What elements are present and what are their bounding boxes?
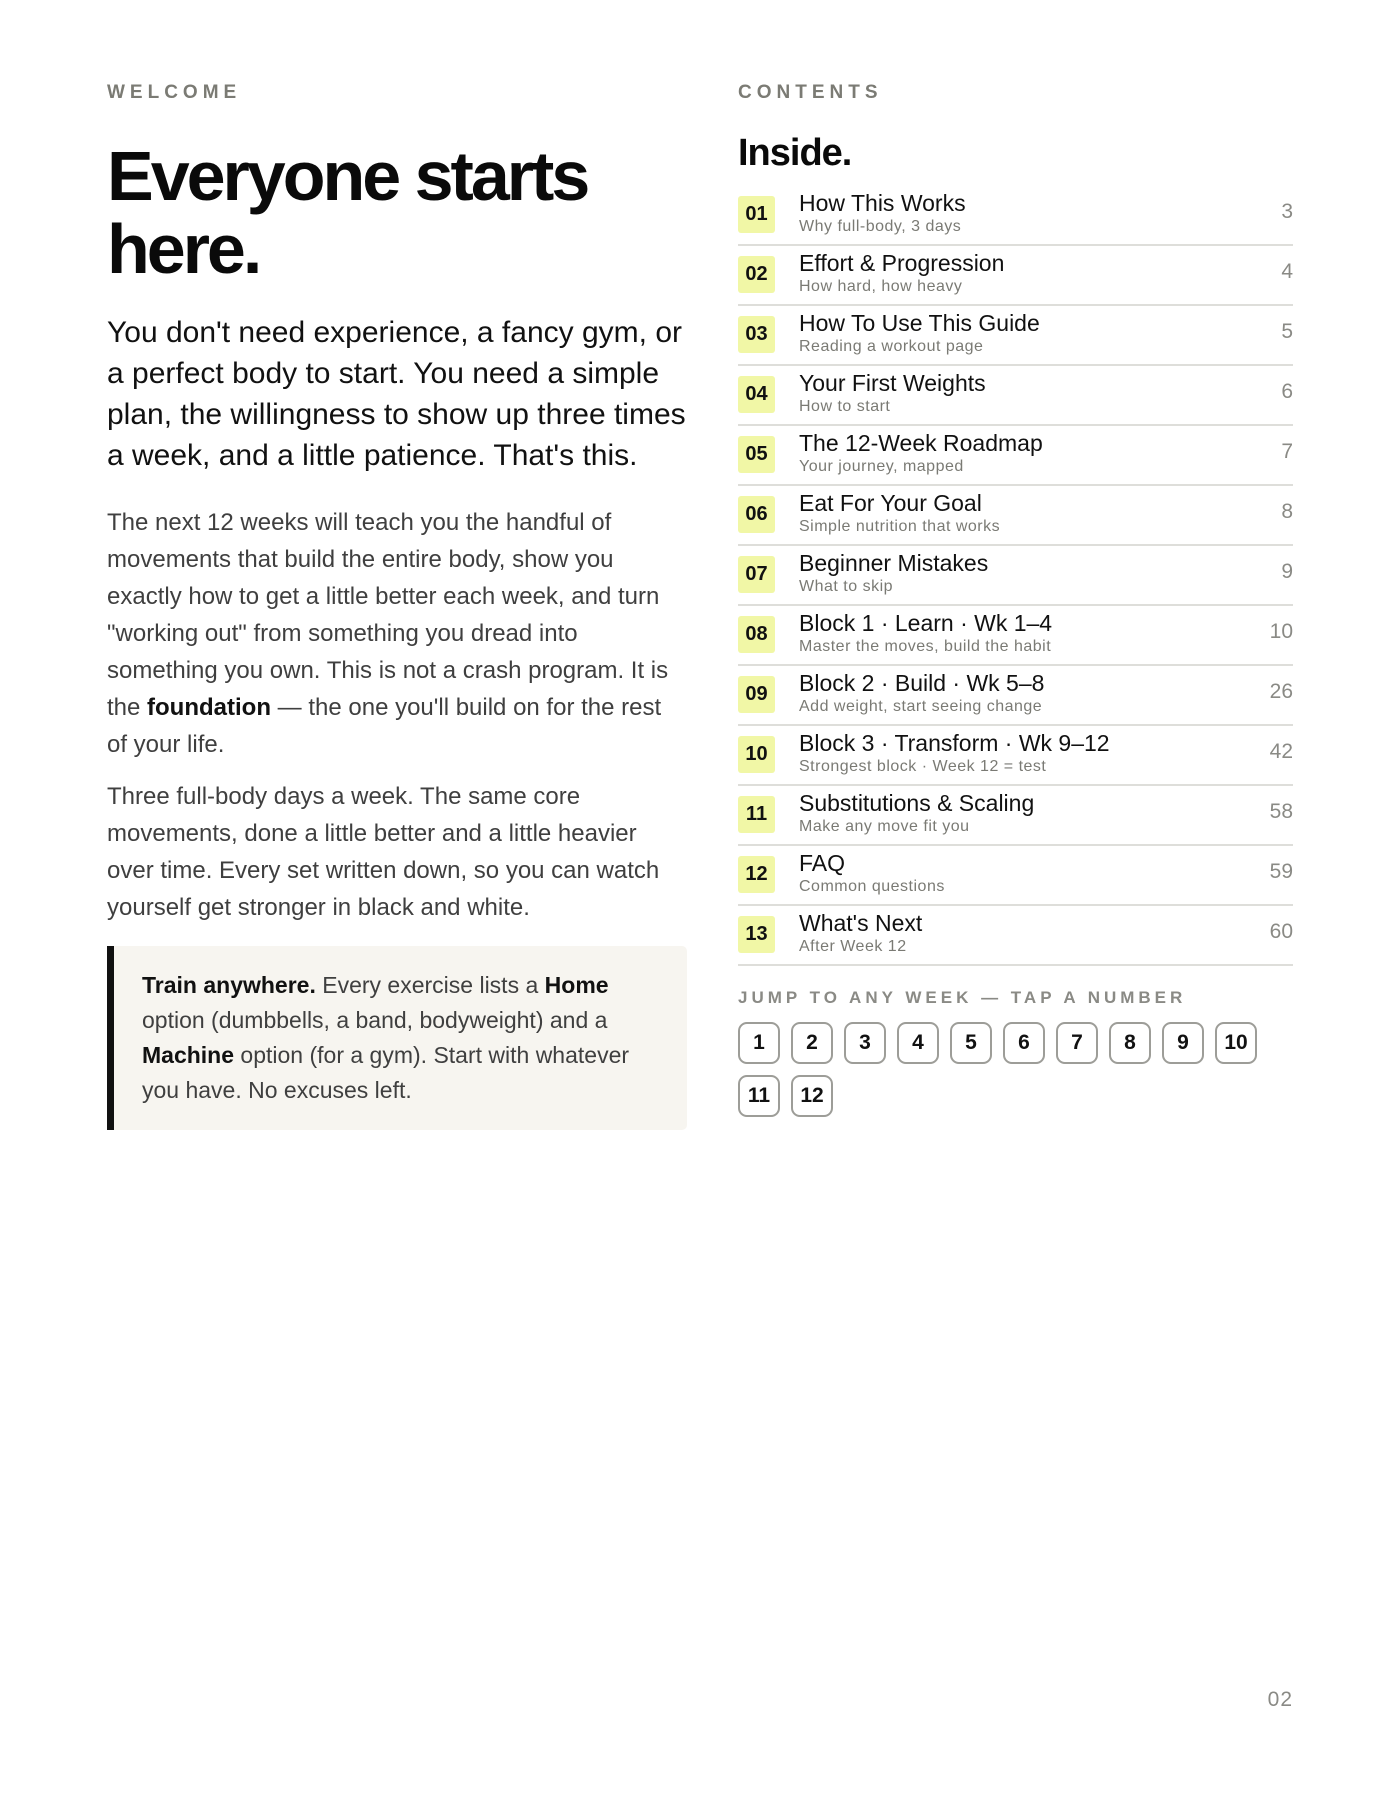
train-anywhere-callout [107,946,687,1130]
week-7-button[interactable]: 7 [1056,1022,1098,1064]
intro-text-start: The next 12 weeks will teach you the handful of movements that build the entire body, show you exactly how to get a little better each week, and turn "working out" from something you dread into something you own. This is not a crash program. It is the [107,509,669,721]
toc-page-number: 6 [1281,380,1293,403]
week-jump-grid [738,1022,1293,1117]
toc-number-badge: 02 [738,256,775,293]
toc-title: Your First Weights [799,370,986,396]
toc-entry[interactable] [738,608,1293,666]
toc-entry[interactable] [738,788,1293,846]
title-line-1: Everyone starts [107,137,588,215]
week-2-button[interactable]: 2 [791,1022,833,1064]
callout-home: Home [544,972,609,998]
toc-subtitle: After Week 12 [799,938,907,955]
week-6-button[interactable]: 6 [1003,1022,1045,1064]
week-1-button[interactable]: 1 [738,1022,780,1064]
toc-subtitle: Simple nutrition that works [799,518,1001,535]
toc-number-badge: 04 [738,376,775,413]
toc-number-badge: 10 [738,736,775,773]
toc-title: Eat For Your Goal [799,490,982,516]
schedule-paragraph: Three full-body days a week. The same core movements, done a little better and a little heavier over time. Every set written down, so you can watch yourself get stronger in black and white. [107,783,660,921]
toc-number-badge: 12 [738,856,775,893]
toc-entry[interactable] [738,188,1293,246]
callout-text: Every exercise lists a [315,972,545,998]
toc-page-number: 7 [1281,440,1293,463]
toc-subtitle: Strongest block · Week 12 = test [799,758,1047,775]
toc-subtitle: Reading a workout page [799,338,984,355]
toc-title: Block 2 · Build · Wk 5–8 [799,670,1045,696]
toc-title: How To Use This Guide [799,310,1040,336]
callout-text: option (dumbbells, a band, bodyweight) and a [142,1007,608,1033]
callout-text: option (for a gym). Start with whatever you have. No excuses left. [142,1042,630,1103]
week-11-button[interactable]: 11 [738,1075,780,1117]
toc-page-number: 60 [1269,920,1293,943]
page-title [107,137,687,288]
week-12-button[interactable]: 12 [791,1075,833,1117]
page-number: 02 [1267,1688,1293,1711]
toc-number-badge: 05 [738,436,775,473]
welcome-eyebrow: WELCOME [107,82,242,103]
toc-number-badge: 13 [738,916,775,953]
toc-page-number: 4 [1281,260,1293,283]
toc-entry[interactable] [738,368,1293,426]
toc-entry[interactable] [738,308,1293,366]
toc-number-badge: 03 [738,316,775,353]
toc-subtitle: What to skip [799,578,894,595]
toc-entry[interactable] [738,908,1293,966]
toc-page-number: 9 [1281,560,1293,583]
toc-subtitle: Why full-body, 3 days [799,218,962,235]
toc-subtitle: Master the moves, build the habit [799,638,1052,655]
callout-machine: Machine [142,1042,235,1068]
foundation-emphasis: foundation [147,694,271,721]
toc-number-badge: 06 [738,496,775,533]
week-4-button[interactable]: 4 [897,1022,939,1064]
toc-title: Substitutions & Scaling [799,790,1035,816]
week-10-button[interactable]: 10 [1215,1022,1257,1064]
welcome-column [107,82,687,1130]
callout-lead: Train anywhere. [142,972,316,998]
toc-entry[interactable] [738,548,1293,606]
week-3-button[interactable]: 3 [844,1022,886,1064]
toc-title: What's Next [799,910,923,936]
toc-title: Block 3 · Transform · Wk 9–12 [799,730,1110,756]
toc-page-number: 59 [1269,860,1293,883]
toc-entry[interactable] [738,848,1293,906]
toc-title: How This Works [799,190,966,216]
toc-number-badge: 11 [738,796,775,833]
toc-page-number: 26 [1269,680,1293,703]
toc-entry[interactable] [738,728,1293,786]
toc-page-number: 8 [1281,500,1293,523]
table-of-contents [738,188,1293,966]
toc-page-number: 42 [1269,740,1293,763]
toc-number-badge: 01 [738,196,775,233]
jump-to-week-label: JUMP TO ANY WEEK — TAP A NUMBER [738,988,1187,1007]
toc-number-badge: 09 [738,676,775,713]
lede-paragraph: You don't need experience, a fancy gym, or a perfect body to start. You need a simple plan, the willingness to show up three times a week, and a little patience. That's this. [107,316,686,472]
toc-page-number: 10 [1269,620,1293,643]
week-8-button[interactable]: 8 [1109,1022,1151,1064]
toc-title: Block 1 · Learn · Wk 1–4 [799,610,1053,636]
toc-title: Beginner Mistakes [799,550,989,576]
week-5-button[interactable]: 5 [950,1022,992,1064]
intro-paragraph [107,504,687,763]
toc-entry[interactable] [738,248,1293,306]
toc-subtitle: How to start [799,398,891,415]
toc-entry[interactable] [738,428,1293,486]
toc-subtitle: Make any move fit you [799,818,970,835]
toc-entry[interactable] [738,488,1293,546]
toc-page-number: 5 [1281,320,1293,343]
intro-text-end: — the one you'll build on for the rest of your life. [107,694,662,758]
title-line-2: here. [107,210,260,288]
contents-column [738,82,1293,1117]
toc-title: Effort & Progression [799,250,1005,276]
toc-number-badge: 08 [738,616,775,653]
toc-entry[interactable] [738,668,1293,726]
toc-subtitle: Add weight, start seeing change [799,698,1043,715]
toc-number-badge: 07 [738,556,775,593]
toc-title: FAQ [799,850,846,876]
toc-subtitle: How hard, how heavy [799,278,963,295]
toc-subtitle: Common questions [799,878,945,895]
toc-page-number: 3 [1281,200,1293,223]
toc-page-number: 58 [1269,800,1293,823]
toc-subtitle: Your journey, mapped [799,458,964,475]
week-9-button[interactable]: 9 [1162,1022,1204,1064]
contents-eyebrow: CONTENTS [738,82,883,103]
contents-title: Inside. [738,132,852,174]
toc-title: The 12-Week Roadmap [799,430,1043,456]
